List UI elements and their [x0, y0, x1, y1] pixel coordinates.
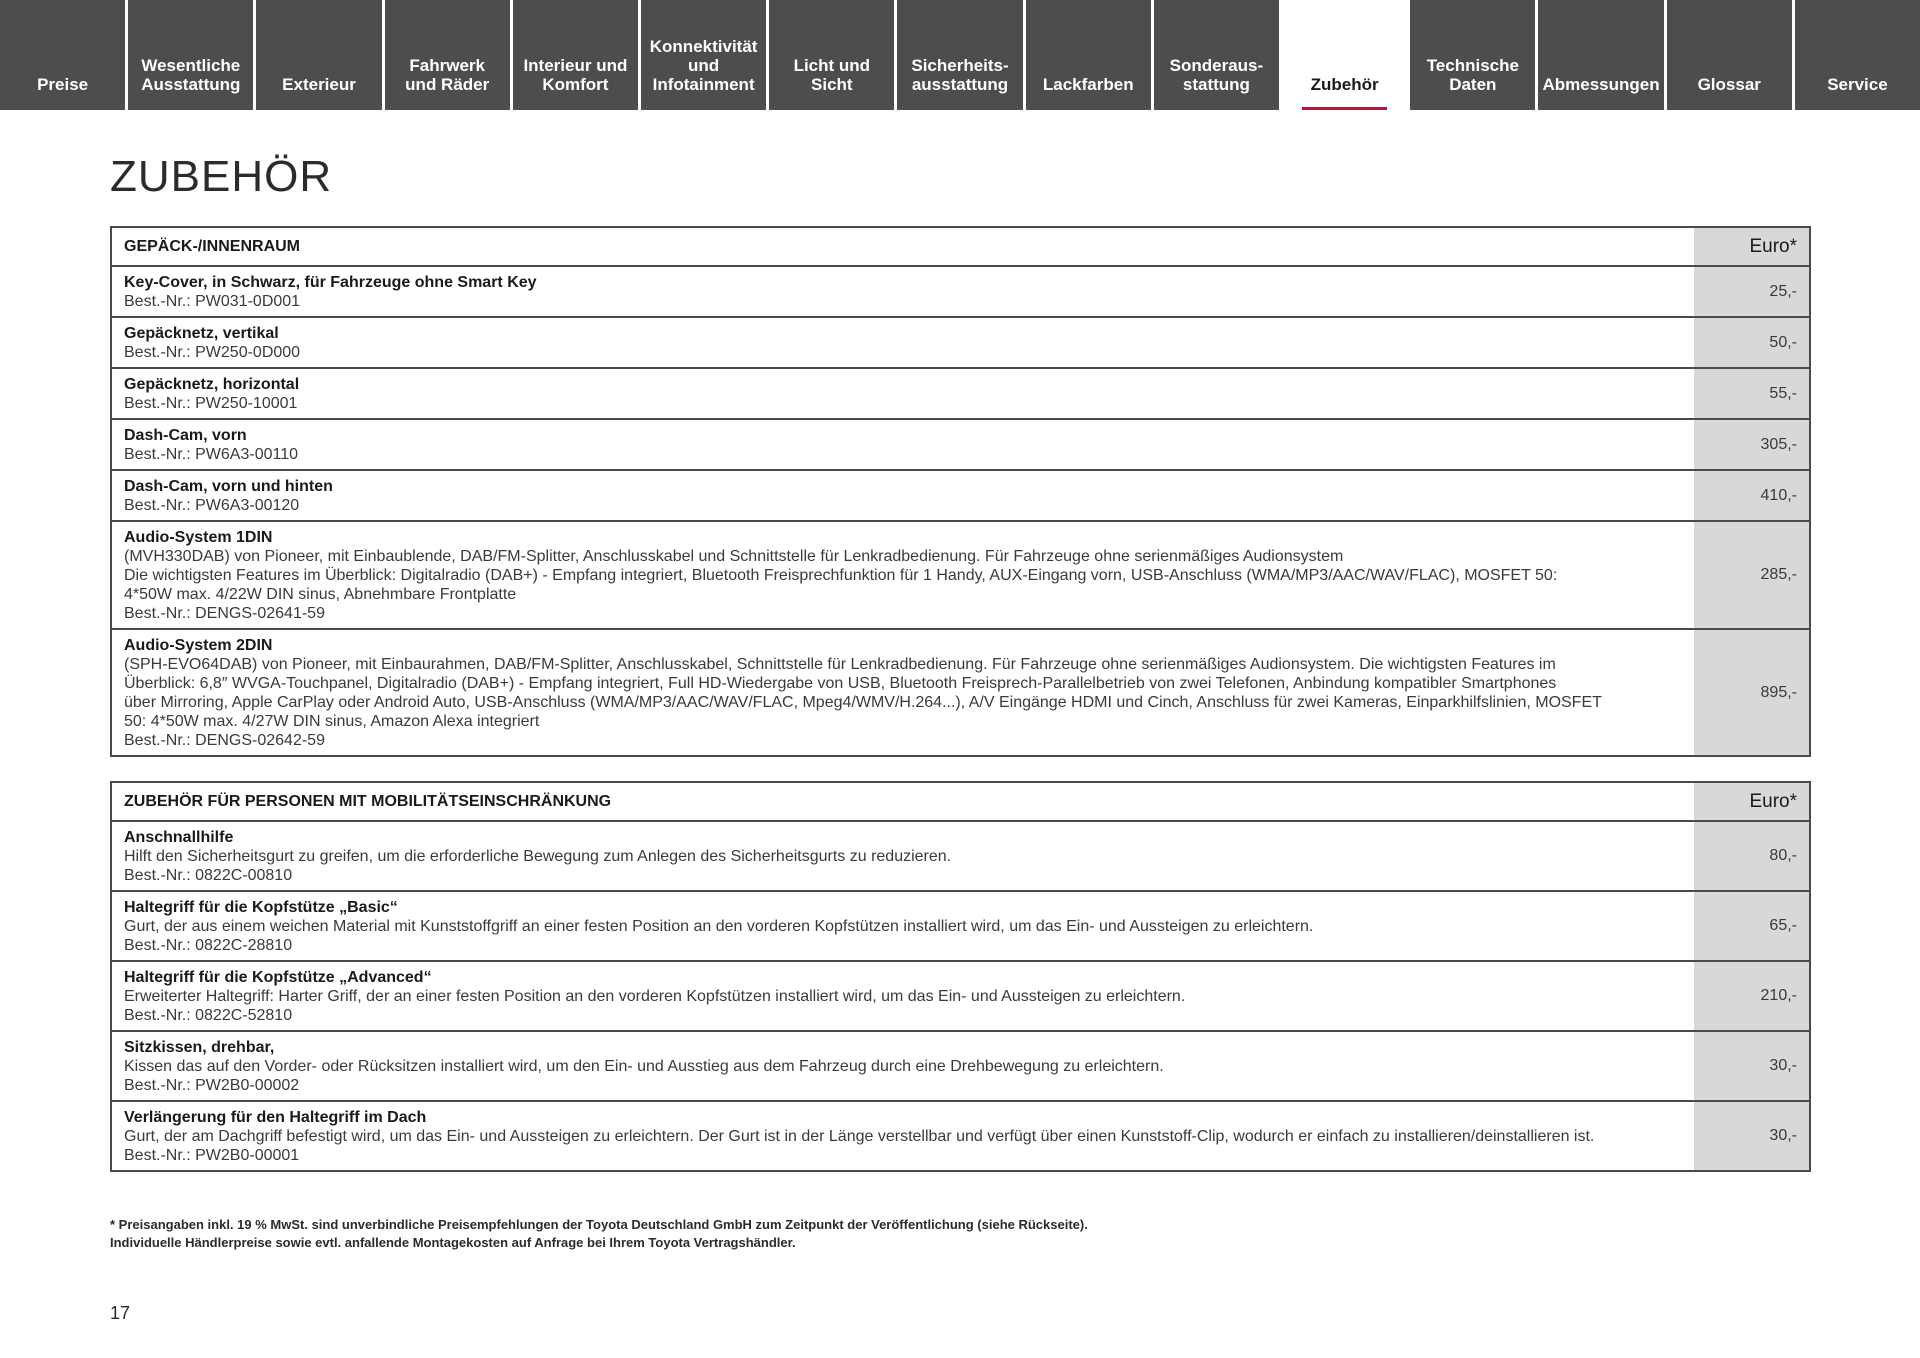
tab-abmessungen[interactable]: Abmessungen: [1538, 0, 1663, 110]
item-name: Anschnallhilfe: [124, 829, 234, 846]
item-order-number: Best.-Nr.: PW031-0D001: [124, 293, 301, 310]
item-price: 25,-: [1694, 266, 1810, 317]
item-description-cell: [111, 266, 1694, 317]
item-description-cell: [111, 419, 1694, 470]
mobility-accessories-table: [110, 781, 1811, 1172]
item-price: 30,-: [1694, 1101, 1810, 1171]
page-number: 17: [110, 1303, 131, 1323]
price-column-header: Euro*: [1694, 227, 1810, 266]
table-header-row: [111, 782, 1810, 821]
table-row: [111, 470, 1810, 521]
item-name: Dash-Cam, vorn und hinten: [124, 478, 333, 495]
item-details: (SPH-EVO64DAB) von Pioneer, mit Einbaurahmen, DAB/FM-Splitter, Anschlusskabel, Schnittstelle für Lenkradbedienung. Für Fahrzeuge ohne serienmäßiges Audionsystem. Die wichtigsten Features im Überblick: 6,8″ WVGA-Touchpanel, Digitalradio (DAB+) - Empfang integriert, Full HD-Wiedergabe von USB, Bluetooth Freisprech-Parallelbetrieb von zwei Telefonen, Anbindung kompatibler Smartphones über Mirroring, Apple CarPlay oder Android Auto, USB-Anschluss (WMA/MP3/AAC/WAV/FLAC, Mpeg4/WMV/H.264...), A/V Eingänge HDMI und Cinch, Anschluss für zwei Kameras, Einparkhilfslinien, MOSFET 50: 4*50W max. 4/27W DIN sinus, Amazon Alexa integriert: [124, 656, 1602, 730]
tab-service[interactable]: Service: [1795, 0, 1920, 110]
table-row: [111, 891, 1810, 961]
tab-preise[interactable]: Preise: [0, 0, 125, 110]
item-price: 50,-: [1694, 317, 1810, 368]
item-order-number: Best.-Nr.: PW6A3-00120: [124, 497, 300, 514]
tab-wesentliche-ausstattung[interactable]: Wesentliche Ausstattung: [128, 0, 253, 110]
item-details: Gurt, der aus einem weichen Material mit Kunststoffgriff an einer festen Position an den vorderen Kopfstützen installiert wird, um das Ein- und Aussteigen zu erleichtern.: [124, 918, 1314, 935]
tab-sonderaus-stattung[interactable]: Sonderaus- stattung: [1154, 0, 1279, 110]
item-price: 895,-: [1694, 629, 1810, 756]
item-name: Verlängerung für den Haltegriff im Dach: [124, 1109, 427, 1126]
interior-accessories-table: [110, 226, 1811, 757]
item-description-cell: [111, 1031, 1694, 1101]
item-description-cell: [111, 521, 1694, 629]
item-price: 285,-: [1694, 521, 1810, 629]
table-row: [111, 1031, 1810, 1101]
item-description-cell: [111, 1101, 1694, 1171]
item-description-cell: [111, 961, 1694, 1031]
item-price: 65,-: [1694, 891, 1810, 961]
item-order-number: Best.-Nr.: 0822C-52810: [124, 1007, 293, 1024]
page-title: ZUBEHÖR: [110, 152, 333, 201]
tab-konnektivität-und-infotainment[interactable]: Konnektivität und Infotainment: [641, 0, 766, 110]
item-name: Gepäcknetz, vertikal: [124, 325, 279, 342]
table-row: [111, 521, 1810, 629]
item-price: 55,-: [1694, 368, 1810, 419]
table-section-header: ZUBEHÖR FÜR PERSONEN MIT MOBILITÄTSEINSCHRÄNKUNG: [111, 782, 1694, 821]
table-header-row: [111, 227, 1810, 266]
item-details: Erweiterter Haltegriff: Harter Griff, der an einer festen Position an den vorderen Kopfstützen installiert wird, um das Ein- und Aussteigen zu erleichtern.: [124, 988, 1186, 1005]
table-row: [111, 1101, 1810, 1171]
table-row: [111, 317, 1810, 368]
item-order-number: Best.-Nr.: DENGS-02641-59: [124, 605, 325, 622]
tab-glossar[interactable]: Glossar: [1667, 0, 1792, 110]
item-order-number: Best.-Nr.: PW2B0-00001: [124, 1147, 300, 1164]
item-price: 80,-: [1694, 821, 1810, 891]
item-name: Audio-System 1DIN: [124, 529, 273, 546]
section-tab-bar: [0, 0, 1920, 110]
item-description-cell: [111, 317, 1694, 368]
item-price: 305,-: [1694, 419, 1810, 470]
item-price: 30,-: [1694, 1031, 1810, 1101]
item-order-number: Best.-Nr.: PW2B0-00002: [124, 1077, 300, 1094]
table-row: [111, 419, 1810, 470]
item-name: Gepäcknetz, horizontal: [124, 376, 300, 393]
item-name: Sitzkissen, drehbar,: [124, 1039, 275, 1056]
table-row: [111, 629, 1810, 756]
table-body: [111, 266, 1810, 756]
price-footnote: * Preisangaben inkl. 19 % MwSt. sind unverbindliche Preisempfehlungen der Toyota Deutschland GmbH zum Zeitpunkt der Veröffentlichung (siehe Rückseite). Individuelle Händlerpreise sowie evtl. anfallende Montagekosten auf Anfrage bei Ihrem Toyota Vertragshändler.: [110, 1217, 1088, 1250]
item-price: 410,-: [1694, 470, 1810, 521]
item-price: 210,-: [1694, 961, 1810, 1031]
item-description-cell: [111, 629, 1694, 756]
item-name: Key-Cover, in Schwarz, für Fahrzeuge ohne Smart Key: [124, 274, 537, 291]
item-details: Kissen das auf den Vorder- oder Rücksitzen installiert wird, um den Ein- und Ausstieg aus dem Fahrzeug durch eine Drehbewegung zu erleichtern.: [124, 1058, 1164, 1075]
tab-lackfarben[interactable]: Lackfarben: [1026, 0, 1151, 110]
tab-zubehör[interactable]: Zubehör: [1282, 0, 1407, 110]
item-name: Haltegriff für die Kopfstütze „Advanced“: [124, 969, 432, 986]
tab-technische-daten[interactable]: Technische Daten: [1410, 0, 1535, 110]
item-description-cell: [111, 470, 1694, 521]
item-description-cell: [111, 821, 1694, 891]
item-order-number: Best.-Nr.: DENGS-02642-59: [124, 732, 325, 749]
item-order-number: Best.-Nr.: 0822C-00810: [124, 867, 293, 884]
item-order-number: Best.-Nr.: PW6A3-00110: [124, 446, 298, 463]
item-order-number: Best.-Nr.: PW250-0D000: [124, 344, 301, 361]
item-description-cell: [111, 368, 1694, 419]
table-row: [111, 368, 1810, 419]
item-name: Audio-System 2DIN: [124, 637, 273, 654]
item-name: Dash-Cam, vorn: [124, 427, 247, 444]
item-order-number: Best.-Nr.: PW250-10001: [124, 395, 298, 412]
tab-licht-und-sicht[interactable]: Licht und Sicht: [769, 0, 894, 110]
table-row: [111, 266, 1810, 317]
table-section-header: GEPÄCK-/INNENRAUM: [111, 227, 1694, 266]
tab-sicherheits-ausstattung[interactable]: Sicherheits- ausstattung: [897, 0, 1022, 110]
item-order-number: Best.-Nr.: 0822C-28810: [124, 937, 293, 954]
tab-exterieur[interactable]: Exterieur: [256, 0, 381, 110]
tab-interieur-und-komfort[interactable]: Interieur und Komfort: [513, 0, 638, 110]
item-details: (MVH330DAB) von Pioneer, mit Einbaublende, DAB/FM-Splitter, Anschlusskabel und Schnittstelle für Lenkradbedienung. Für Fahrzeuge ohne serienmäßiges Audionsystem Die wichtigsten Features im Überblick: Digitalradio (DAB+) - Empfang integriert, Bluetooth Freisprechfunktion für 1 Handy, AUX-Eingang vorn, USB-Anschluss (WMA/MP3/AAC/WAV/FLAC), MOSFET 50: 4*50W max. 4/22W DIN sinus, Abnehmbare Frontplatte: [124, 548, 1558, 603]
item-description-cell: [111, 891, 1694, 961]
price-column-header: Euro*: [1694, 782, 1810, 821]
table-row: [111, 821, 1810, 891]
item-details: Hilft den Sicherheitsgurt zu greifen, um die erforderliche Bewegung zum Anlegen des Sicherheitsgurts zu reduzieren.: [124, 848, 952, 865]
table-row: [111, 961, 1810, 1031]
item-name: Haltegriff für die Kopfstütze „Basic“: [124, 899, 398, 916]
table-body: [111, 821, 1810, 1171]
item-details: Gurt, der am Dachgriff befestigt wird, um das Ein- und Aussteigen zu erleichtern. Der Gurt ist in der Länge verstellbar und verfügt über einen Kunststoff-Clip, wodurch er einfach zu installieren/deinstallieren ist.: [124, 1128, 1595, 1145]
tab-fahrwerk-und-räder[interactable]: Fahrwerk und Räder: [385, 0, 510, 110]
